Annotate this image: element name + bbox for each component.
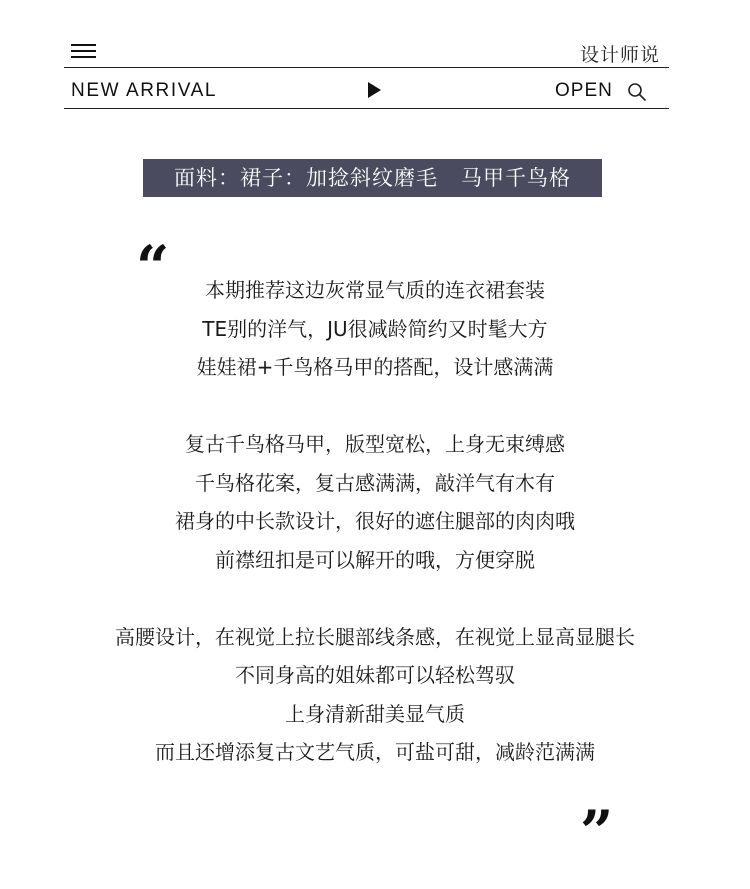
open-quote-mark: “ (136, 233, 170, 301)
description-line: 而且还增添复古文艺气质，可盐可甜，减龄范满满 (155, 740, 595, 764)
menu-bar (71, 44, 96, 46)
description-line: 高腰设计，在视觉上拉长腿部线条感，在视觉上显高显腿长 (115, 625, 635, 649)
close-quote-mark: ” (580, 798, 614, 866)
new-arrival-label: NEW ARRIVAL (71, 80, 218, 101)
open-button[interactable]: OPEN (555, 80, 613, 101)
designer-says-label: 设计师说 (579, 44, 660, 66)
hamburger-menu-icon[interactable] (71, 44, 96, 58)
search-icon[interactable] (627, 82, 647, 102)
description-line: 娃娃裙+千鸟格马甲的搭配，设计感满满 (196, 355, 554, 379)
fabric-info-banner: 面料：裙子：加捻斜纹磨毛 马甲千鸟格 (143, 159, 602, 197)
play-icon[interactable] (368, 82, 381, 98)
description-line: 复古千鸟格马甲，版型宽松，上身无束缚感 (185, 432, 565, 456)
menu-bar (71, 50, 96, 52)
description-line: 本期推荐这边灰常显气质的连衣裙套装 (205, 278, 545, 302)
description-line: 前襟纽扣是可以解开的哦，方便穿脱 (215, 548, 535, 572)
description-line: 不同身高的姐妹都可以轻松驾驭 (235, 663, 515, 687)
header-top-divider (64, 67, 669, 68)
description-line: 裙身的中长款设计，很好的遮住腿部的肉肉哦 (175, 509, 575, 533)
menu-bar (71, 56, 96, 58)
description-line: TE别的洋气，JU很减龄简约又时髦大方 (202, 317, 548, 341)
description-line: 千鸟格花案，复古感满满，敲洋气有木有 (195, 471, 555, 495)
header-bottom-divider (64, 108, 669, 109)
description-line: 上身清新甜美显气质 (285, 702, 465, 726)
